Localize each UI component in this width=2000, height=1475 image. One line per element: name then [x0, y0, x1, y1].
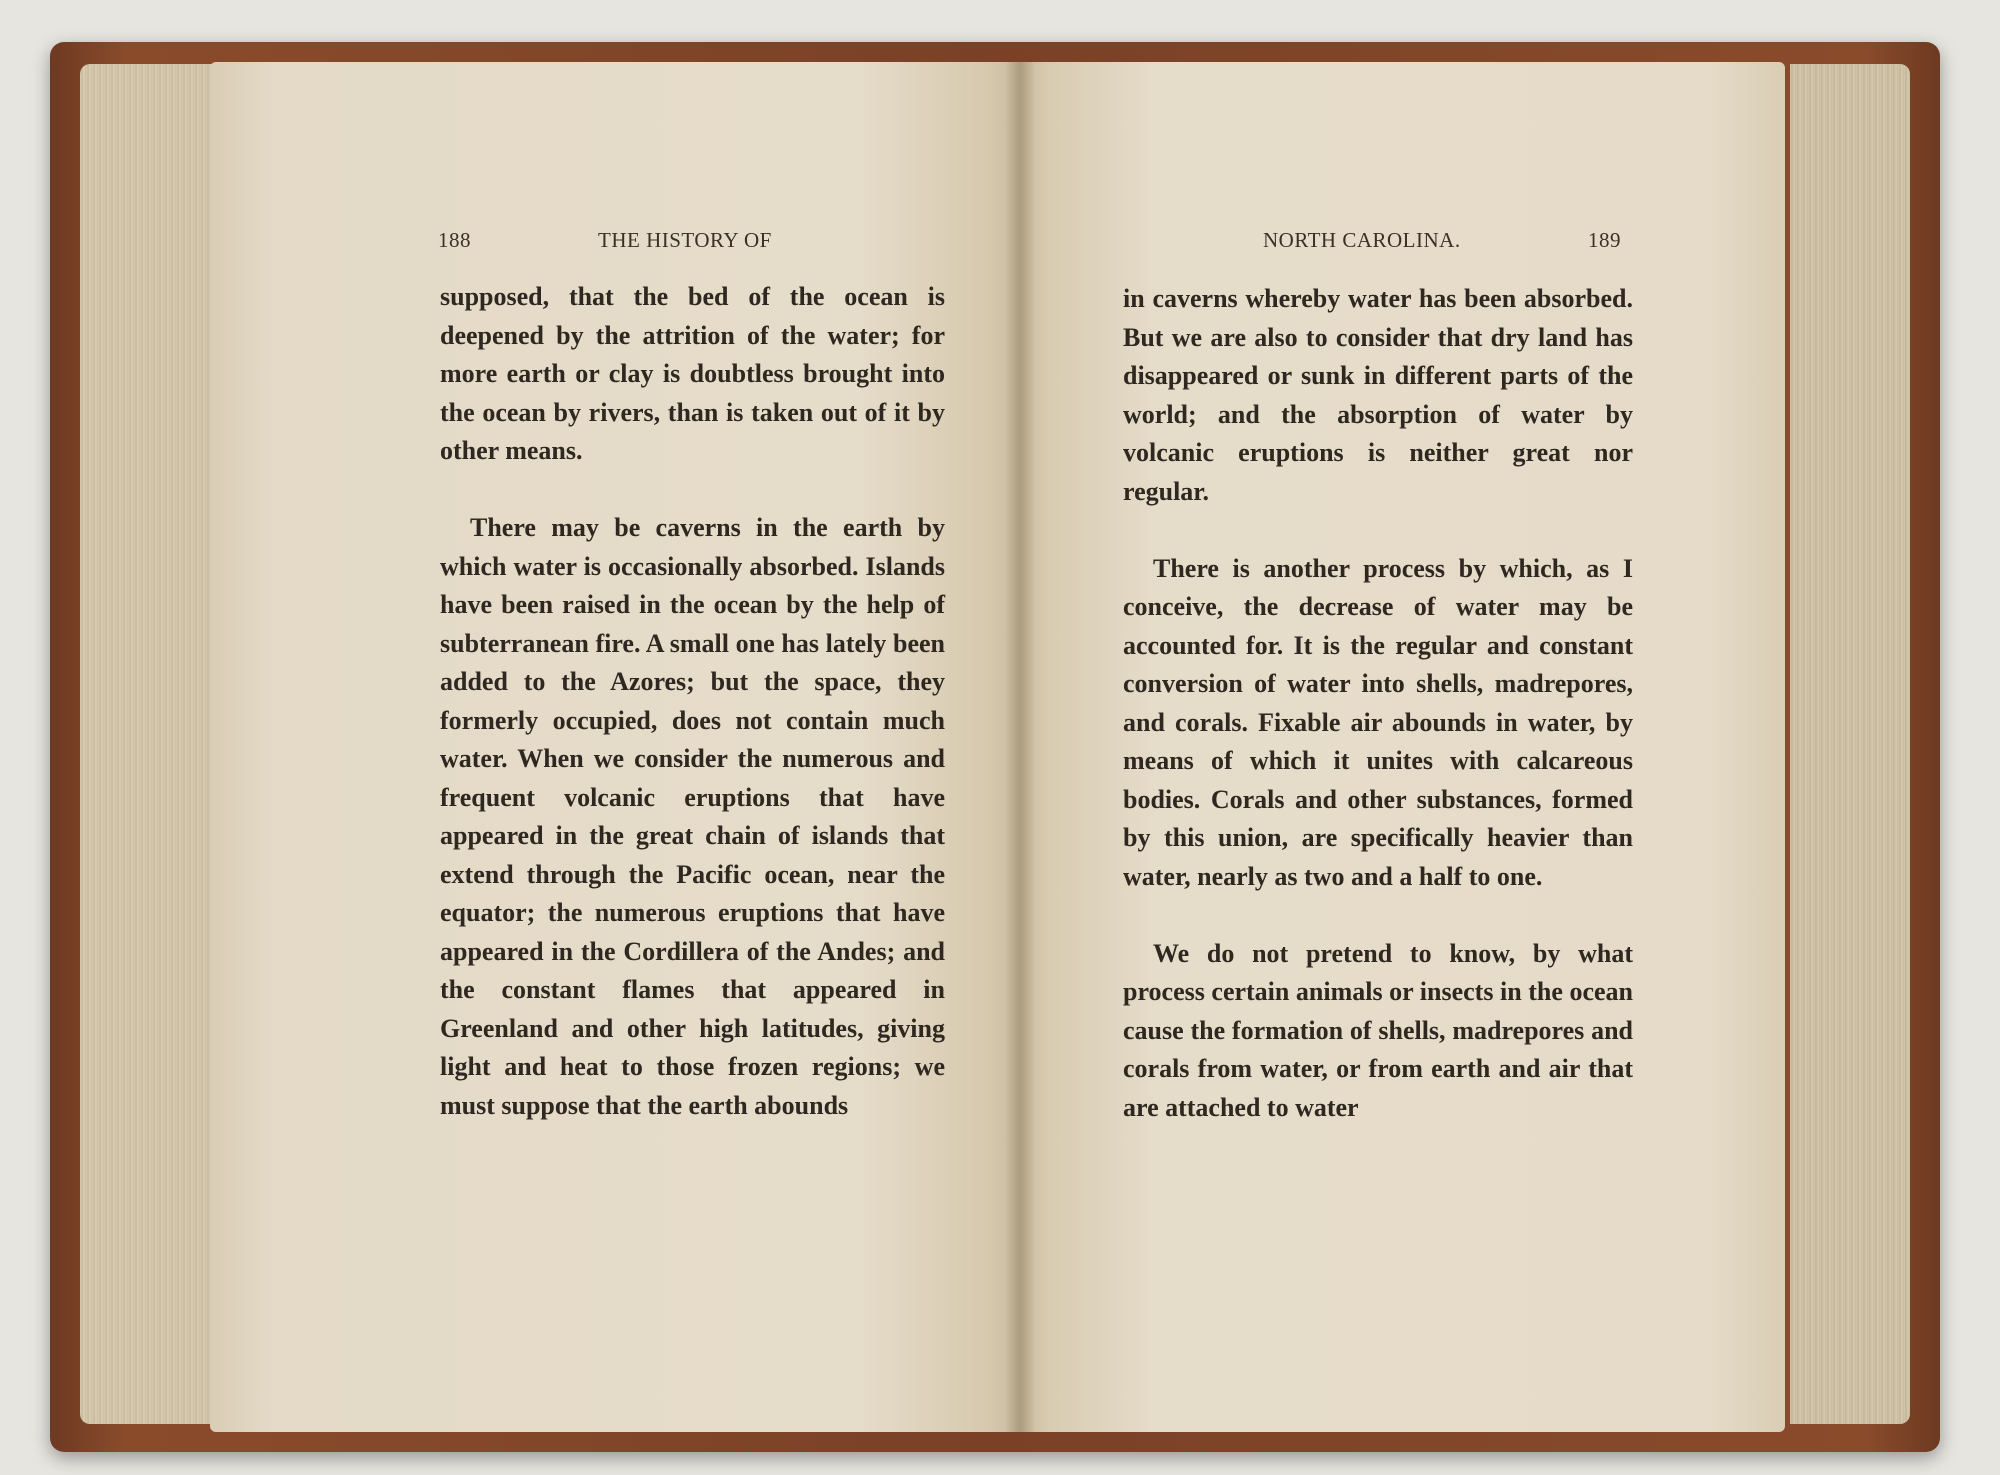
paragraph: We do not pretend to know, by what process certain animals or insects in the ocean cause the formation of shells, madrepores and corals from water, or from earth and air that are attached to water — [1123, 938, 1633, 1122]
left-running-head: THE HISTORY OF — [598, 228, 772, 252]
paragraph: in caverns whereby water has been absorbed. But we are also to consider that dry land has disappeared or sunk in different parts of the world; and the absorption of water by volcanic eruptions is neither great nor regular. — [1123, 284, 1633, 506]
right-running-head: NORTH CAROLINA. — [1263, 228, 1461, 252]
left-page-body — [440, 278, 945, 1125]
page-edges-left — [80, 64, 220, 1424]
right-page-number: 189 — [1588, 228, 1621, 252]
page-edges-right — [1790, 64, 1910, 1424]
open-book — [50, 42, 1940, 1452]
paragraph: There is another process by which, as I conceive, the decrease of water may be accounted for. It is the regular and constant conversion of water into shells, madrepores, and corals. Fixable air abounds in water, by means of which it unites with calcareous bodies. Corals and other substances, formed by this union, are specifically heavier than water, nearly as two and a half to one. — [1123, 553, 1633, 891]
right-page-body — [1123, 280, 1633, 1127]
book-gutter — [1005, 62, 1035, 1432]
paragraph: supposed, that the bed of the ocean is deepened by the attrition of the water; for more earth or clay is doubtless brought into the ocean by rivers, than is taken out of it by other means. — [440, 282, 945, 465]
paragraph: There may be caverns in the earth by which water is occasionally absorbed. Islands have been raised in the ocean by the help of subterranean fire. A small one has lately been added to the Azores; but the space, they formerly occupied, does not contain much water. When we consider the numerous and frequent volcanic eruptions that have appeared in the great chain of islands that extend through the Pacific ocean, near the equator; the numerous eruptions that have appeared in the Cordillera of the Andes; and the constant flames that appeared in Greenland and other high latitudes, giving light and heat to those frozen regions; we must suppose that the earth abounds — [440, 513, 945, 1120]
left-page-number: 188 — [438, 228, 471, 252]
